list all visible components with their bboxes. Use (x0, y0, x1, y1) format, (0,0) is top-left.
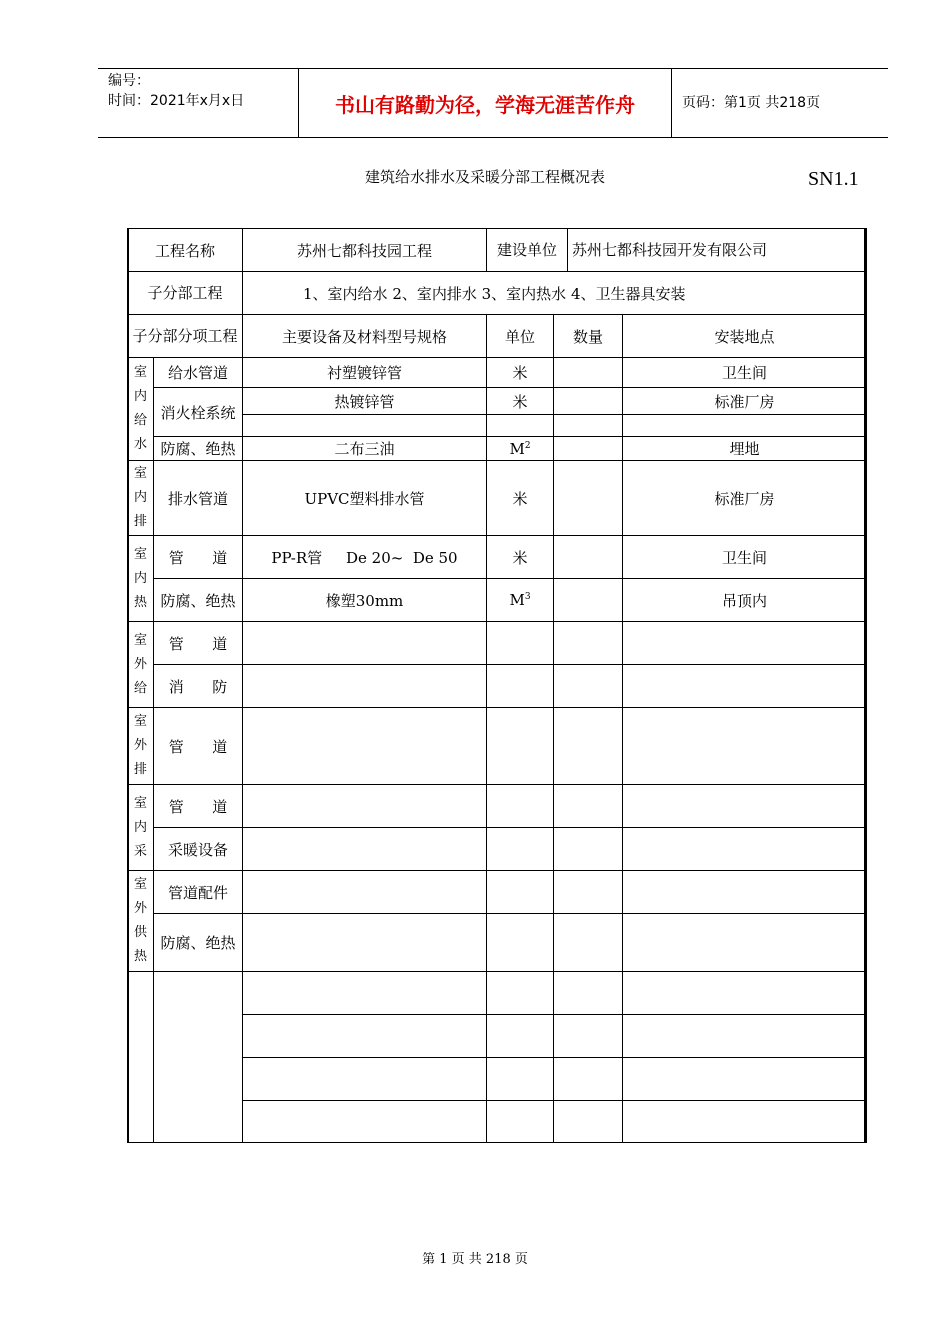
place-cell (623, 828, 867, 871)
col-header-item: 子分部分项工程 (128, 315, 243, 358)
place-cell (623, 785, 867, 828)
table-row (128, 272, 867, 315)
table-row (128, 708, 867, 785)
sub-project-value: 1、室内给水 2、室内排水 3、室内热水 4、卫生器具安装 (243, 272, 867, 315)
table-row (128, 914, 867, 972)
spec-cell (243, 871, 487, 914)
qty-cell (554, 415, 623, 437)
blank-cell (554, 1058, 623, 1101)
builder-cell (487, 229, 867, 272)
spec-cell: 二布三油 (243, 437, 487, 461)
item-cell: 防腐、绝热 (154, 437, 243, 461)
unit-text: M (509, 591, 525, 609)
builder-label: 建设单位 (487, 229, 568, 271)
item-cell: 防腐、绝热 (154, 914, 243, 972)
document-title: 建筑给水排水及采暖分部工程概况表 (365, 168, 606, 186)
spec-cell: 衬塑镀锌管 (243, 358, 487, 388)
spec-cell (243, 622, 487, 665)
qty-cell (554, 708, 623, 785)
place-cell (623, 914, 867, 972)
item-cell: 管 道 (154, 785, 243, 828)
blank-cell (154, 972, 243, 1143)
group-label: 室外供热 (128, 871, 154, 972)
item-cell: 采暖设备 (154, 828, 243, 871)
spec-cell: 热镀锌管 (243, 388, 487, 415)
unit-cell (487, 785, 554, 828)
unit-cell (487, 622, 554, 665)
sub-project-label: 子分部工程 (128, 272, 243, 315)
qty-cell (554, 437, 623, 461)
blank-cell (243, 1101, 487, 1143)
blank-cell (243, 1015, 487, 1058)
page-footer: 第 1 页 共 218 页 (422, 1252, 528, 1267)
group-label: 室内采 (128, 785, 154, 871)
col-header-place: 安装地点 (623, 315, 867, 358)
blank-cell (623, 972, 867, 1015)
unit-cell: 米 (487, 461, 554, 536)
place-cell (623, 415, 867, 437)
spec-cell (243, 708, 487, 785)
qty-cell (554, 828, 623, 871)
blank-cell (487, 1058, 554, 1101)
overview-table (127, 228, 867, 1143)
serial-label: 编号： (108, 73, 150, 89)
qty-cell (554, 461, 623, 536)
blank-cell (623, 1101, 867, 1143)
project-name-value: 苏州七都科技园工程 (243, 229, 487, 272)
spec-cell (243, 665, 487, 708)
table-row (128, 437, 867, 461)
project-name-label: 工程名称 (128, 229, 243, 272)
spec-cell (243, 415, 487, 437)
header-page-label: 页码：第1页 共218页 (682, 95, 821, 111)
table-row (128, 665, 867, 708)
place-cell: 标准厂房 (623, 388, 867, 415)
table-row (128, 461, 867, 536)
group-label: 室内排 (128, 461, 154, 536)
place-cell: 埋地 (623, 437, 867, 461)
spec-cell (243, 914, 487, 972)
blank-cell (554, 1101, 623, 1143)
spec-cell: PP-R管 De 20~ De 50 (243, 536, 487, 579)
place-cell: 卫生间 (623, 536, 867, 579)
blank-cell (128, 972, 154, 1143)
unit-cell (487, 437, 554, 461)
qty-cell (554, 871, 623, 914)
table-row (128, 358, 867, 388)
group-label: 室内给水 (128, 358, 154, 461)
time-label: 时间：2021年x月x日 (108, 93, 245, 109)
unit-cell (487, 914, 554, 972)
col-header-qty: 数量 (554, 315, 623, 358)
place-cell (623, 871, 867, 914)
place-cell (623, 622, 867, 665)
blank-cell (623, 1015, 867, 1058)
unit-cell (487, 579, 554, 622)
table-row (128, 828, 867, 871)
group-label: 室外给 (128, 622, 154, 708)
qty-cell (554, 785, 623, 828)
col-header-unit: 单位 (487, 315, 554, 358)
qty-cell (554, 622, 623, 665)
unit-cell (487, 415, 554, 437)
unit-cell (487, 871, 554, 914)
header-meta (98, 69, 299, 137)
place-cell: 卫生间 (623, 358, 867, 388)
spec-cell: 橡塑30mm (243, 579, 487, 622)
qty-cell (554, 914, 623, 972)
table-row (128, 972, 867, 1015)
qty-cell (554, 579, 623, 622)
item-cell: 消 防 (154, 665, 243, 708)
item-cell: 防腐、绝热 (154, 579, 243, 622)
builder-value: 苏州七都科技园开发有限公司 (572, 241, 768, 259)
unit-text: M (509, 439, 525, 458)
blank-cell (243, 972, 487, 1015)
spec-cell: UPVC塑料排水管 (243, 461, 487, 536)
unit-cell (487, 828, 554, 871)
blank-cell (623, 1058, 867, 1101)
header-motto: 书山有路勤为径，学海无涯苦作舟 (299, 69, 672, 137)
unit-cell: 米 (487, 358, 554, 388)
group-label: 室内热 (128, 536, 154, 622)
col-header-spec: 主要设备及材料型号规格 (243, 315, 487, 358)
place-cell: 吊顶内 (623, 579, 867, 622)
place-cell (623, 708, 867, 785)
blank-cell (487, 972, 554, 1015)
unit-cell (487, 708, 554, 785)
table-row (128, 785, 867, 828)
table-row (128, 871, 867, 914)
item-cell: 排水管道 (154, 461, 243, 536)
form-code: SN1.1 (808, 168, 859, 190)
table-row (128, 622, 867, 665)
place-cell: 标准厂房 (623, 461, 867, 536)
spec-cell (243, 828, 487, 871)
blank-cell (487, 1015, 554, 1058)
unit-cell: 米 (487, 536, 554, 579)
item-cell: 给水管道 (154, 358, 243, 388)
table-row (128, 579, 867, 622)
place-cell (623, 665, 867, 708)
qty-cell (554, 536, 623, 579)
spec-cell (243, 785, 487, 828)
table-row (128, 229, 867, 272)
blank-cell (554, 972, 623, 1015)
item-cell: 消火栓系统 (154, 388, 243, 437)
blank-cell (554, 1015, 623, 1058)
table-row (128, 315, 867, 358)
unit-sup: 2 (524, 440, 531, 451)
unit-cell (487, 665, 554, 708)
qty-cell (554, 665, 623, 708)
table-row (128, 388, 867, 415)
page-header (98, 68, 888, 138)
group-label: 室外排 (128, 708, 154, 785)
unit-cell: 米 (487, 388, 554, 415)
qty-cell (554, 388, 623, 415)
qty-cell (554, 358, 623, 388)
item-cell: 管 道 (154, 708, 243, 785)
item-cell: 管道配件 (154, 871, 243, 914)
item-cell: 管 道 (154, 536, 243, 579)
item-cell: 管 道 (154, 622, 243, 665)
table-row (128, 536, 867, 579)
blank-cell (243, 1058, 487, 1101)
unit-sup: 3 (524, 592, 531, 602)
blank-cell (487, 1101, 554, 1143)
